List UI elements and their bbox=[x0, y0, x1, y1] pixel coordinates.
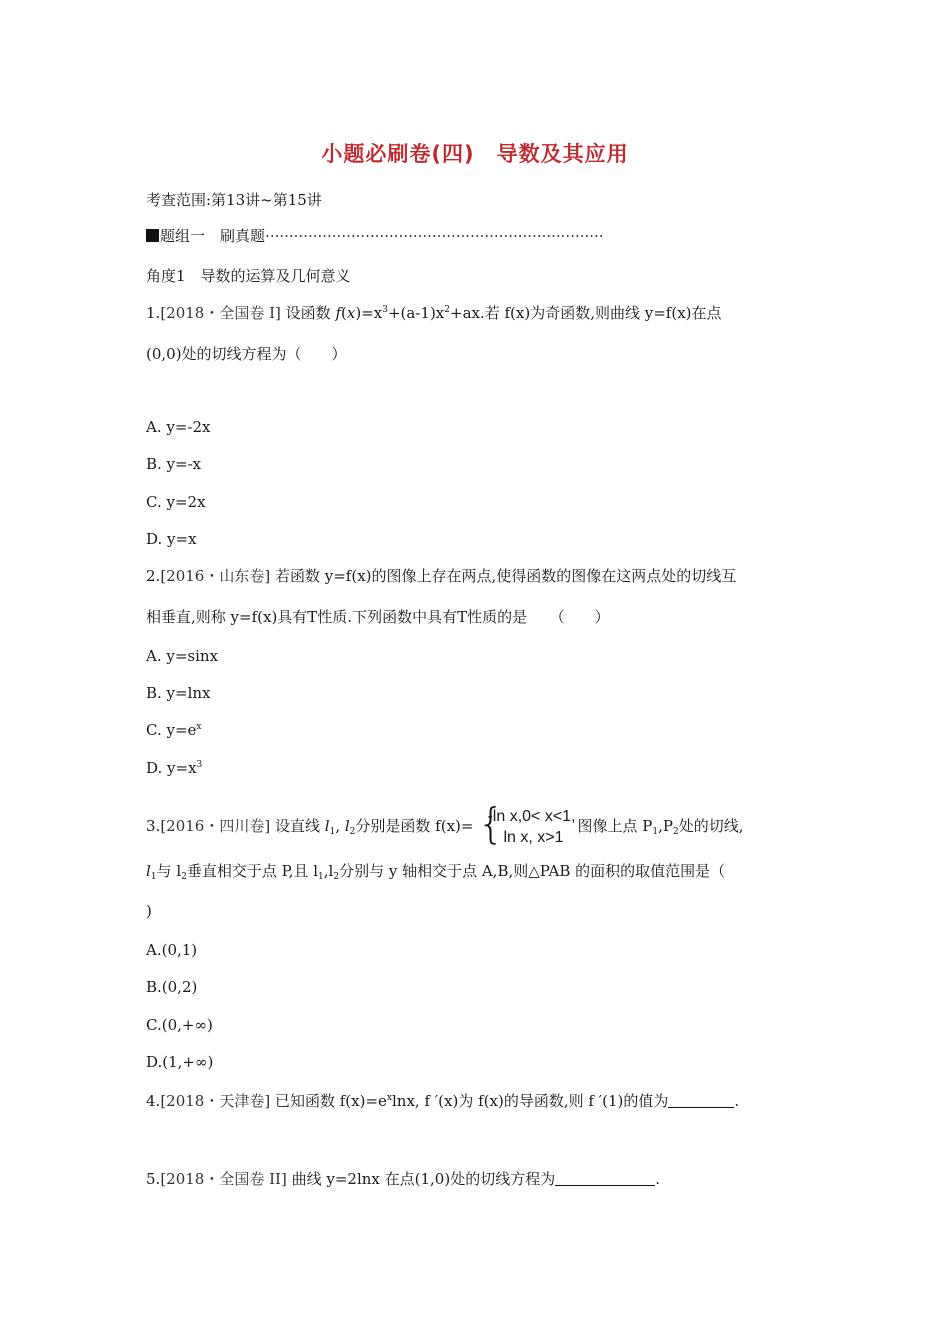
answer-blank bbox=[668, 1091, 734, 1108]
question-1-line-2: (0,0)处的切线方程为（ ） bbox=[146, 345, 347, 363]
group-heading: 题组一 刷真题······································································· bbox=[146, 226, 604, 246]
question-4: 4.[2018・天津卷] 已知函数 $f(x)=e^x\ln x$, f ′(x)为 f(x)的导函数,则 f ′(1)的值为 . bbox=[146, 1092, 740, 1110]
q2-option-c: C. $y=e^x$ bbox=[146, 721, 202, 739]
question-3-line-2: $l_1$与 $l_2$垂直相交于点 P,且 $l_1,l_2$分别与 y 轴相交于点 A,B,则△PAB 的面积的取值范围是（ bbox=[146, 862, 726, 882]
q1-option-b: B. y=-x bbox=[146, 455, 202, 473]
q3-option-a: A.(0,1) bbox=[146, 941, 198, 959]
piecewise-function: { -ln x,0< x<1, ln x, x>1 bbox=[477, 799, 576, 848]
square-bullet-icon bbox=[146, 229, 159, 242]
q3-option-b: B.(0,2) bbox=[146, 978, 198, 996]
question-5: 5.[2018・全国卷 II] 曲线 y=2lnx 在点(1,0)处的切线方程为 . bbox=[146, 1170, 660, 1188]
q2-option-d: D. $y=x^3$ bbox=[146, 759, 203, 777]
q1-option-c: C. y=2x bbox=[146, 493, 206, 511]
answer-blank bbox=[555, 1169, 655, 1186]
question-3-line-3: ) bbox=[146, 902, 152, 920]
q2-option-a: A. y=sinx bbox=[146, 647, 219, 665]
page-title: 小题必刷卷(四) 导数及其应用 bbox=[321, 142, 629, 166]
q1-option-d: D. y=x bbox=[146, 530, 197, 548]
angle-heading: 角度1 导数的运算及几何意义 bbox=[146, 267, 351, 285]
question-2: 2.[2016・山东卷] 若函数 y=f(x)的图像上存在两点,使得函数的图像在这两点处的切线互 bbox=[146, 567, 737, 585]
question-2-line-2: 相垂直,则称 y=f(x)具有T性质.下列函数中具有T性质的是 （ ） bbox=[146, 608, 610, 626]
q3-option-c: C.(0,+∞) bbox=[146, 1016, 213, 1034]
question-3: 3.[2016・四川卷] 设直线 $l_1$, $l_2$分别是函数 f(x)= { -ln x,0< x<1, ln x, x>1 图像上点 $P_1,P_2$处的切线, bbox=[146, 799, 744, 848]
q2-option-b: B. y=lnx bbox=[146, 684, 211, 702]
question-1: 1.[2018・全国卷 I] 设函数 $f(x)=x^3+(a-1)x^2+ax$.若 f(x)为奇函数,则曲线 y=f(x)在点 bbox=[146, 304, 722, 322]
q1-option-a: A. y=-2x bbox=[146, 418, 211, 436]
scope-text: 考查范围:第13讲~第15讲 bbox=[146, 191, 322, 209]
q3-option-d: D.(1,+∞) bbox=[146, 1053, 214, 1071]
